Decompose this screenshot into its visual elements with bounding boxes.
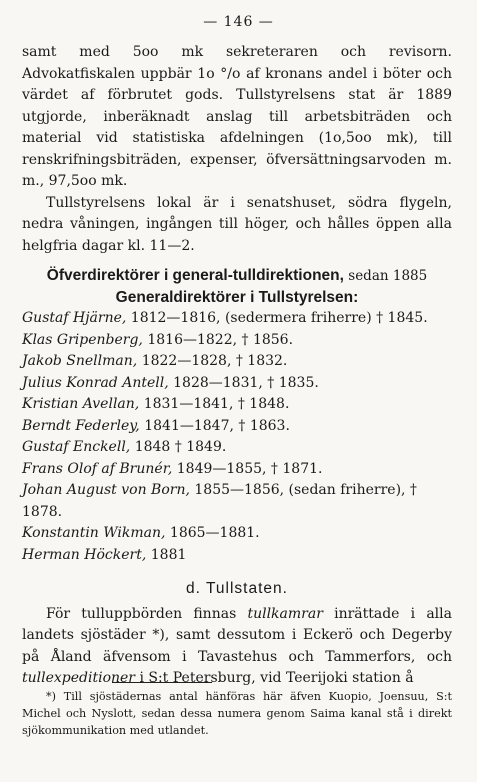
official-name: Kristian Avellan, bbox=[22, 396, 140, 412]
official-entry bbox=[22, 459, 452, 481]
official-name: Johan August von Born, bbox=[22, 482, 190, 498]
official-entry bbox=[22, 394, 452, 416]
heading-line-1 bbox=[22, 265, 452, 287]
paragraph-customs bbox=[22, 604, 452, 690]
official-details: 1848 † 1849. bbox=[134, 439, 227, 455]
official-entry bbox=[22, 545, 452, 567]
official-name: Konstantin Wikman, bbox=[22, 525, 166, 541]
official-name: Jakob Snellman, bbox=[22, 353, 138, 369]
page-number: — 146 — bbox=[203, 14, 274, 30]
official-entry bbox=[22, 330, 452, 352]
official-entry bbox=[22, 437, 452, 459]
official-details: 1822—1828, † 1832. bbox=[141, 353, 288, 369]
paragraph-budget: samt med 5oo mk sekreteraren och revisorn. Advokatfiskalen uppbär 1o °/o af kronans andel i böter och värdet af förbrutet gods. Tullstyrelsens stat är 1889 utgjorde, inberäknadt anslag till arbetsbiträden och material vid statistiska afdelningen (1o,5oo mk), till renskrifningsbiträden, expenser, öfversättningsarvoden m. m., 97,5oo mk. bbox=[22, 44, 452, 189]
official-details: 1849—1855, † 1871. bbox=[176, 460, 323, 477]
footnote-divider bbox=[112, 682, 212, 683]
official-details: 1812—1816, (sedermera friherre) † 1845. bbox=[130, 310, 428, 326]
paragraph-office-location: Tullstyrelsens lokal är i senatshuset, södra flygeln, nedra våningen, ingången till höger, och hålles öppen alla helgfria dagar kl. 11—2. bbox=[22, 194, 452, 254]
official-name: Gustaf Hjärne, bbox=[22, 310, 127, 326]
officials-list bbox=[22, 308, 452, 566]
official-name: Frans Olof af Brunér, bbox=[22, 460, 173, 477]
officials-heading bbox=[22, 265, 452, 308]
official-name: Berndt Federley, bbox=[22, 417, 140, 434]
heading-line-1-since: sedan 1885 bbox=[348, 268, 428, 284]
official-details: 1865—1881. bbox=[169, 525, 260, 541]
footnote bbox=[22, 688, 452, 739]
official-details: 1828—1831, † 1835. bbox=[173, 374, 319, 391]
official-entry bbox=[22, 480, 452, 523]
customs-text-2: inrättade i alla landets sjöstäder *), samt dessutom i Eckerö och Degerby på Åland äfvensom i Tavastehus och Tammerfors, och bbox=[22, 605, 452, 665]
heading-line-1-title: Öfverdirektörer i general-tulldirektionen, bbox=[46, 267, 344, 284]
official-details: 1841—1847, † 1863. bbox=[144, 417, 290, 434]
official-entry bbox=[22, 373, 452, 395]
official-details: 1831—1841, † 1848. bbox=[143, 396, 290, 412]
customs-text-3: i S:t Petersburg, vid Teerijoki station å bbox=[135, 670, 414, 686]
customs-italic-2: tullexpeditioner bbox=[22, 670, 135, 686]
official-details: 1881 bbox=[150, 546, 187, 563]
official-name: Gustaf Enckell, bbox=[22, 439, 131, 455]
official-entry bbox=[22, 308, 452, 330]
official-name: Klas Gripenberg, bbox=[22, 331, 143, 348]
customs-text-1: För tulluppbörden finnas bbox=[46, 605, 248, 622]
official-entry bbox=[22, 523, 452, 545]
heading-line-2: Generaldirektörer i Tullstyrelsen: bbox=[115, 289, 359, 306]
customs-italic-1: tullkamrar bbox=[247, 605, 323, 622]
official-entry bbox=[22, 416, 452, 438]
section-title: d. Tullstaten. bbox=[186, 580, 288, 597]
footnote-text: *) Till sjöstädernas antal hänföras här äfven Kuopio, Joensuu, S:t Michel och Nyslott, sedan dessa numera genom Saima kanal stå i direkt sjökommunikation med utlandet. bbox=[22, 690, 452, 737]
official-details: 1855—1856, (sedan friherre), † 1878. bbox=[22, 482, 417, 520]
official-entry bbox=[22, 351, 452, 373]
page-body bbox=[22, 42, 452, 690]
official-name: Herman Höckert, bbox=[22, 546, 147, 563]
official-name: Julius Konrad Antell, bbox=[22, 374, 169, 391]
official-details: 1816—1822, † 1856. bbox=[147, 331, 294, 348]
